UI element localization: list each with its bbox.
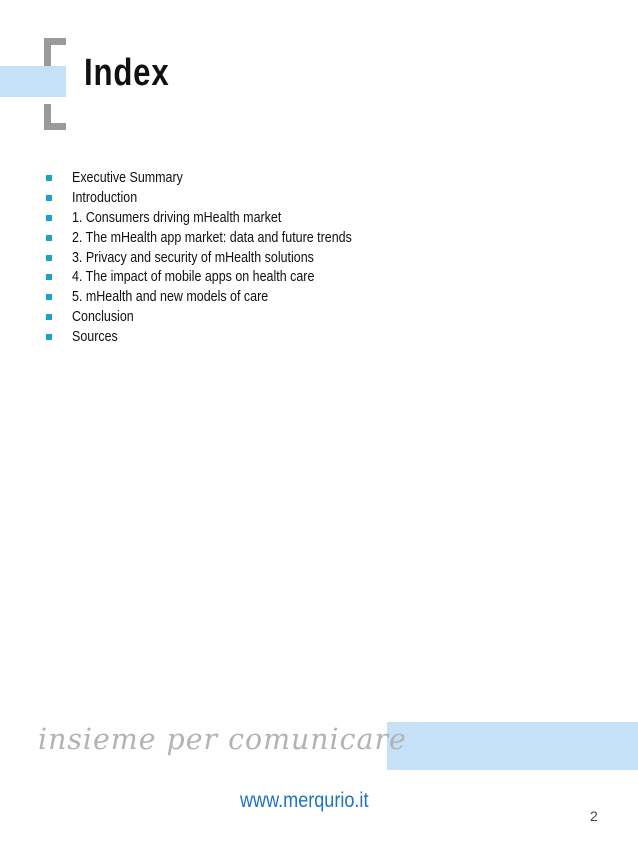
toc-item: 4. The impact of mobile apps on health care [46,268,397,288]
square-bullet-icon [46,314,52,320]
page-number: 2 [590,808,598,824]
square-bullet-icon [46,274,52,280]
page-title: Index [84,52,170,94]
square-bullet-icon [46,215,52,221]
toc-item: 1. Consumers driving mHealth market [46,209,397,229]
toc-item: 3. Privacy and security of mHealth solutions [46,249,397,269]
table-of-contents [46,169,397,348]
square-bullet-icon [46,175,52,181]
toc-item: 2. The mHealth app market: data and future trends [46,229,397,249]
toc-item: Introduction [46,189,397,209]
square-bullet-icon [46,294,52,300]
website-link[interactable]: www.merqurio.it [240,789,369,812]
square-bullet-icon [46,195,52,201]
toc-item: 5. mHealth and new models of care [46,288,397,308]
toc-item: Executive Summary [46,169,397,189]
footer-accent-band [387,722,638,770]
square-bullet-icon [46,235,52,241]
toc-item: Sources [46,328,397,348]
footer-slogan: insieme per comunicare [38,722,407,756]
title-accent-band [0,66,66,97]
toc-item: Conclusion [46,308,397,328]
title-bracket-top [44,38,66,66]
square-bullet-icon [46,255,52,261]
title-bracket-bottom [44,104,66,130]
square-bullet-icon [46,334,52,340]
